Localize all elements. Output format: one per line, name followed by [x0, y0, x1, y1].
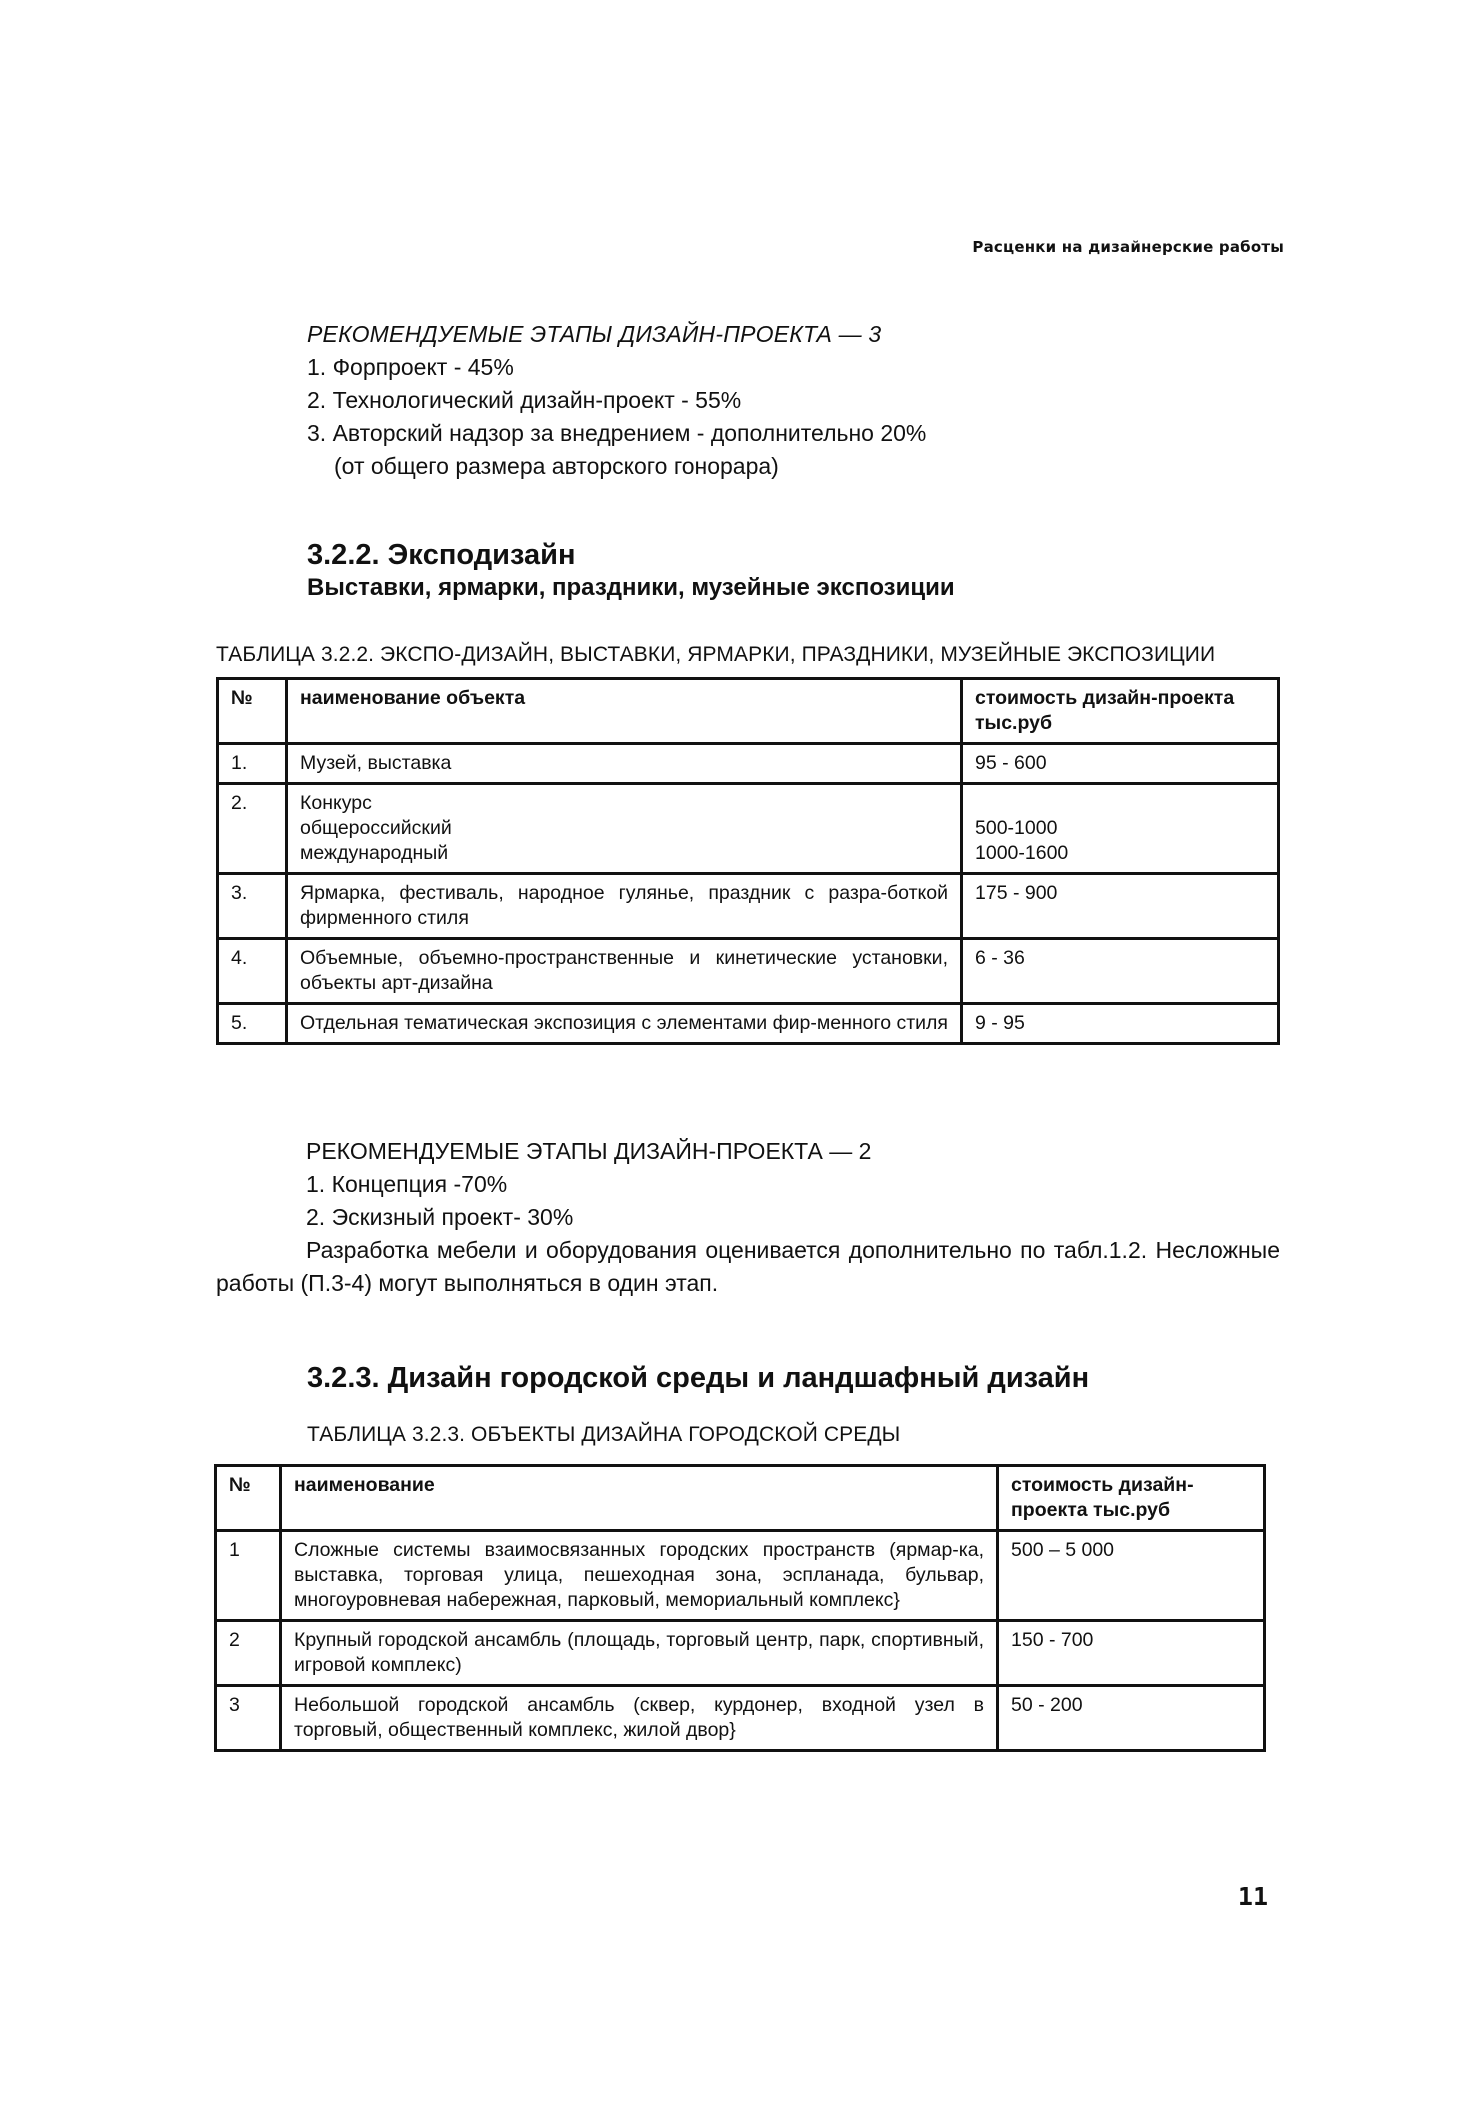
- header-price: [998, 1466, 1265, 1531]
- table-322: [216, 677, 1280, 1045]
- cell-price-line: [975, 791, 1265, 816]
- stages-2-title: РЕКОМЕНДУЕМЫЕ ЭТАПЫ ДИЗАЙН-ПРОЕКТА — 2: [306, 1138, 872, 1164]
- table-row: [218, 784, 1279, 874]
- cell-price: 500 – 5 000: [998, 1531, 1265, 1621]
- stages-2-paragraph: Разработка мебели и оборудования оценивается дополнительно по табл.1.2. Несложные работы (П.3-4) могут выполняться в один этап.: [216, 1237, 1280, 1296]
- cell-no: 1.: [218, 744, 287, 784]
- cell-no: 5.: [218, 1004, 287, 1044]
- stages-3-item: 1. Форпроект - 45%: [307, 354, 514, 380]
- table-row: [216, 1531, 1265, 1621]
- cell-no: 3.: [218, 874, 287, 939]
- stages-3-item: 2. Технологический дизайн-проект - 55%: [307, 387, 742, 413]
- cell-price: [962, 784, 1279, 874]
- table-header-row: [216, 1466, 1265, 1531]
- cell-name: [287, 784, 962, 874]
- cell-no: 3: [216, 1686, 281, 1751]
- stages-2-item: 1. Концепция -70%: [306, 1171, 508, 1197]
- section-323-title: 3.2.3. Дизайн городской среды и ландшафный дизайн: [307, 1362, 1090, 1394]
- cell-no: 2.: [218, 784, 287, 874]
- recommended-stages-2: [216, 1135, 1280, 1300]
- cell-price: 9 - 95: [962, 1004, 1279, 1044]
- cell-price-line: 500-1000: [975, 817, 1058, 839]
- cell-name-line: международный: [300, 842, 449, 864]
- cell-name: Небольшой городской ансамбль (сквер, курдонер, входной узел в торговый, общественный комплекс, жилой двор}: [281, 1686, 998, 1751]
- cell-no: 1: [216, 1531, 281, 1621]
- table-row: [216, 1686, 1265, 1751]
- cell-name: [287, 744, 962, 784]
- cell-name: Объемные, объемно-пространственные и кинетические установки, объекты арт-дизайна: [287, 939, 962, 1004]
- cell-price-line: 1000-1600: [975, 842, 1069, 864]
- header-price-line: стоимость дизайн-проекта: [975, 687, 1235, 709]
- section-322-title: 3.2.2. Экcподизайн: [307, 539, 576, 571]
- header-price-line: проекта тыс.руб: [1011, 1499, 1171, 1521]
- cell-price: 150 - 700: [998, 1621, 1265, 1686]
- cell-name-line: Конкурс: [300, 792, 372, 814]
- stages-3-title: РЕКОМЕНДУЕМЫЕ ЭТАПЫ ДИЗАЙН-ПРОЕКТА — 3: [307, 321, 882, 347]
- page-number: 11: [1237, 1882, 1268, 1911]
- section-322-heading: [307, 537, 955, 603]
- cell-name: Крупный городской ансамбль (площадь, торговый центр, парк, спортивный, игровой комплекс): [281, 1621, 998, 1686]
- cell-no: 4.: [218, 939, 287, 1004]
- header-price-line: стоимость дизайн-: [1011, 1474, 1194, 1496]
- cell-price-line: 95 - 600: [975, 752, 1047, 774]
- table-323: [214, 1464, 1266, 1752]
- table-row: [216, 1621, 1265, 1686]
- header-no: №: [218, 679, 287, 744]
- stages-2-item: 2. Эскизный проект- 30%: [306, 1204, 574, 1230]
- cell-price: 175 - 900: [962, 874, 1279, 939]
- header-name: наименование объекта: [287, 679, 962, 744]
- cell-name-line: общероссийский: [300, 817, 452, 839]
- running-header: Расценки на дизайнерские работы: [972, 238, 1284, 256]
- cell-price: [962, 744, 1279, 784]
- cell-price: 6 - 36: [962, 939, 1279, 1004]
- cell-price: 50 - 200: [998, 1686, 1265, 1751]
- stages-3-note: (от общего размера авторского гонорара): [334, 453, 779, 479]
- cell-name: Ярмарка, фестиваль, народное гулянье, праздник с разра-боткой фирменного стиля: [287, 874, 962, 939]
- table-row: [218, 939, 1279, 1004]
- cell-name: Сложные системы взаимосвязанных городских пространств (ярмар-ка, выставка, торговая улица, пешеходная зона, эспланада, бульвар, многоуровневая набережная, парковый, мемориальный комплекс}: [281, 1531, 998, 1621]
- cell-name: Отдельная тематическая экспозиция с элементами фир-менного стиля: [287, 1004, 962, 1044]
- header-price-line: тыс.руб: [975, 712, 1053, 734]
- section-322-subtitle: Выставки, ярмарки, праздники, музейные экспозиции: [307, 574, 955, 601]
- table-323-caption: ТАБЛИЦА 3.2.3. ОБЪЕКТЫ ДИЗАЙНА ГОРОДСКОЙ СРЕДЫ: [307, 1423, 901, 1446]
- header-price: [962, 679, 1279, 744]
- stages-3-item: 3. Авторский надзор за внедрением - дополнительно 20%: [307, 420, 927, 446]
- table-row: [218, 874, 1279, 939]
- table-row: [218, 744, 1279, 784]
- cell-no: 2: [216, 1621, 281, 1686]
- header-name: наименование: [281, 1466, 998, 1531]
- table-row: [218, 1004, 1279, 1044]
- header-no: №: [216, 1466, 281, 1531]
- table-header-row: [218, 679, 1279, 744]
- cell-name-line: Музей, выставка: [300, 752, 452, 774]
- recommended-stages-3: [307, 318, 926, 483]
- table-322-caption: ТАБЛИЦА 3.2.2. ЭКСПО-ДИЗАЙН, ВЫСТАВКИ, ЯРМАРКИ, ПРАЗДНИКИ, МУЗЕЙНЫЕ ЭКСПОЗИЦИИ: [216, 643, 1216, 666]
